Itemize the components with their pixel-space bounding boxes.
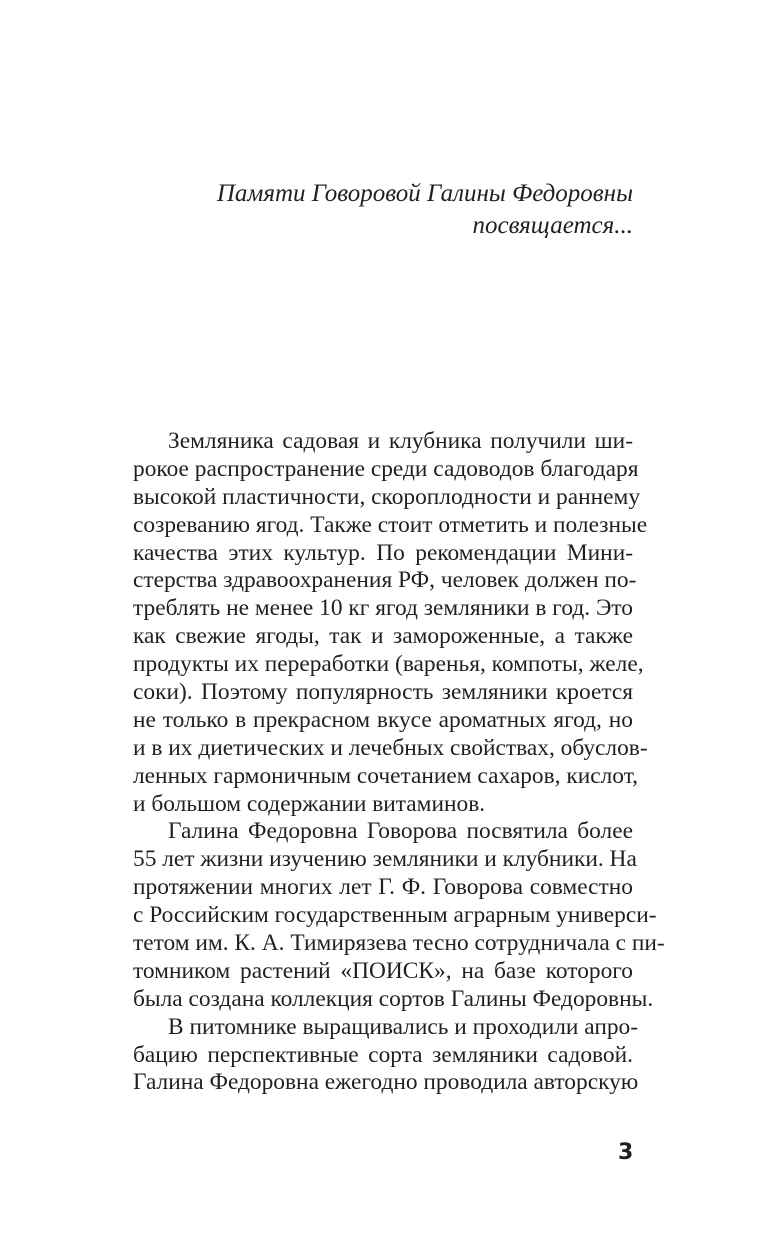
text-line: протяжении многих лет Г. Ф. Говорова совместно: [133, 874, 633, 901]
text-line: Галина Федоровна Говорова посвятила более: [168, 818, 633, 845]
text-line: не только в прекрасном вкусе ароматных ягод, но: [133, 706, 633, 733]
text-line: бацию перспективные сорта земляники садовой.: [133, 1041, 633, 1068]
text-line: и в их диетических и лечебных свойствах, обуслов-: [133, 734, 648, 761]
text-line: качества этих культур. По рекомендации Мини-: [133, 539, 633, 566]
text-line: стерства здравоохранения РФ, человек должен по-: [133, 567, 637, 594]
text-line: Галина Федоровна ежегодно проводила авторскую: [133, 1069, 639, 1096]
text-line: соки). Поэтому популярность земляники кроется: [133, 679, 633, 706]
text-line: В питомнике выращивались и проходили апро-: [168, 1013, 639, 1040]
paragraph: [133, 428, 648, 818]
text-line: 55 лет жизни изучению земляники и клубники. На: [133, 846, 637, 873]
text-line: томником растений «ПОИСК», на базе которого: [133, 957, 633, 984]
text-line: была создана коллекция сортов Галины Федоровны.: [133, 985, 654, 1012]
page-number: 3: [618, 1140, 634, 1165]
text-line: созреванию ягод. Также стоит отметить и полезные: [133, 511, 648, 538]
text-line: треблять не менее 10 кг ягод земляники в год. Это: [133, 595, 633, 622]
body-text: [133, 428, 665, 1097]
paragraph: [133, 818, 665, 1013]
text-line: как свежие ягоды, так и замороженные, а также: [133, 623, 633, 650]
text-line: высокой пластичности, скороплодности и раннему: [133, 483, 641, 510]
dedication-line: Памяти Говоровой Галины Федоровны: [216, 180, 633, 207]
dedication: [133, 178, 633, 242]
dedication-line: посвящается...: [472, 212, 633, 239]
text-line: Земляника садовая и клубника получили ши-: [168, 428, 633, 454]
text-line: рокое распространение среди садоводов благодаря: [133, 455, 639, 482]
text-line: ленных гармоничным сочетанием сахаров, кислот,: [133, 762, 638, 789]
text-line: и большом содержании витаминов.: [133, 790, 486, 817]
text-line: продукты их переработки (варенья, компоты, желе,: [133, 651, 644, 678]
text-line: тетом им. К. А. Тимирязева тесно сотрудничала с пи-: [133, 930, 665, 957]
text-line: с Российским государственным аграрным универси-: [133, 902, 657, 929]
paragraph: [133, 1013, 639, 1098]
